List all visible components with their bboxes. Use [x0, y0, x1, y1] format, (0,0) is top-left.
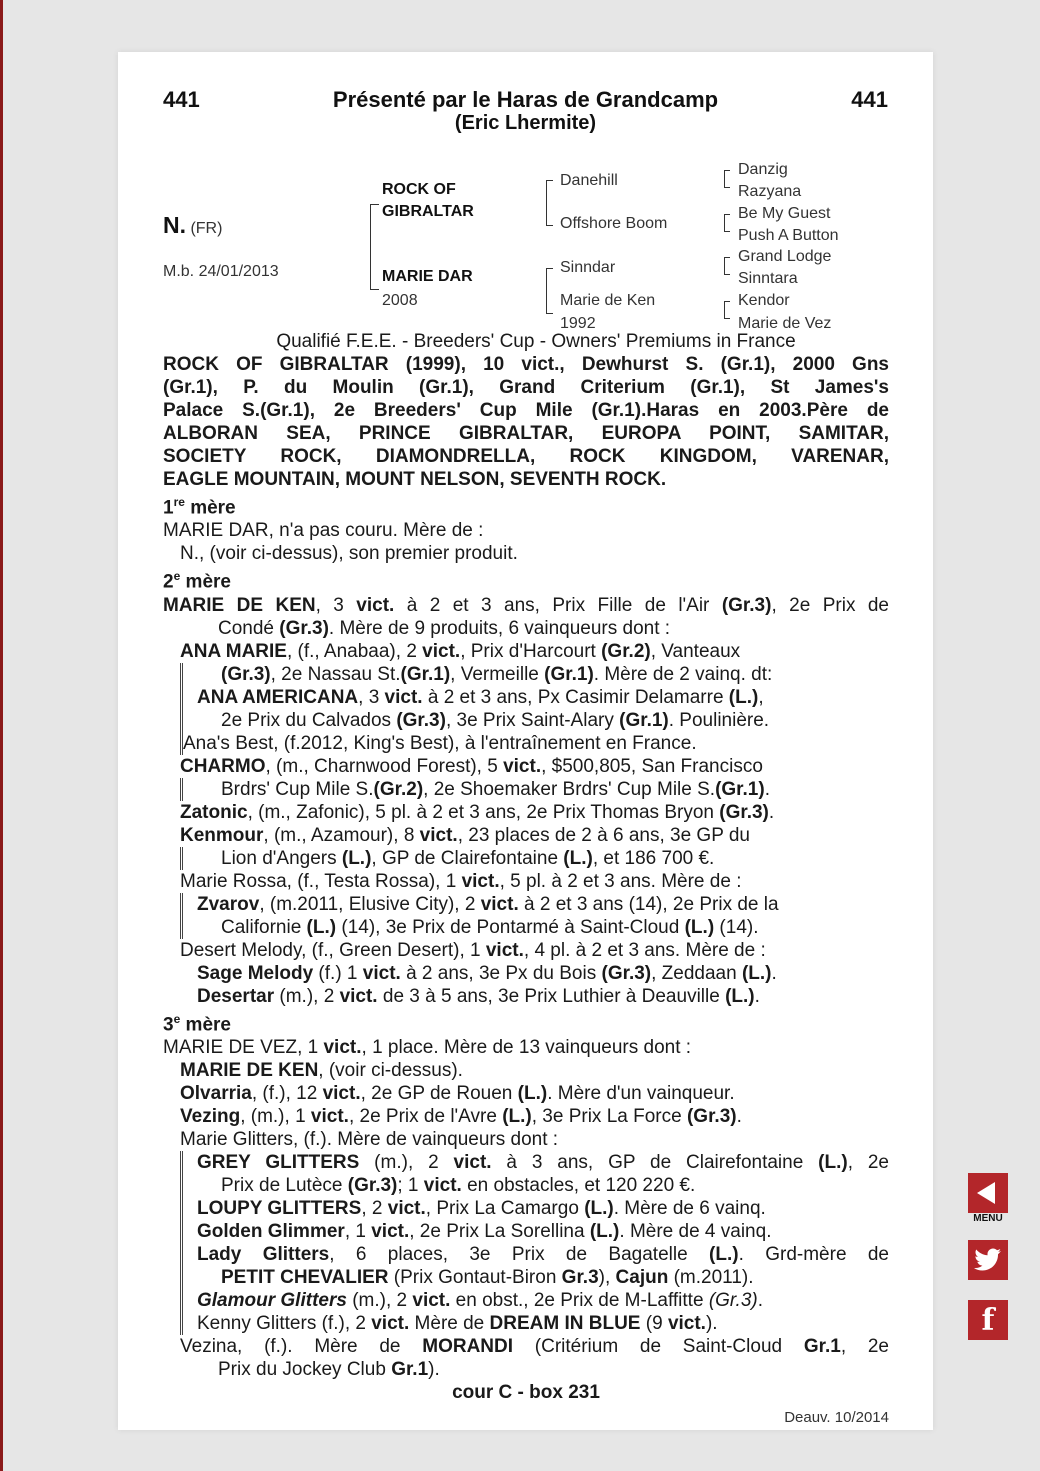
- page-title: Présenté par le Haras de Grandcamp: [332, 87, 719, 112]
- horse-info: M.b. 24/01/2013: [163, 263, 279, 280]
- produce-entry-vezing: Vezing, (m.), 1 vict., 2e Prix de l'Avre (L.), 3e Prix La Force (Gr.3).: [180, 1105, 742, 1127]
- dam-dam: Marie de Ken: [560, 292, 656, 309]
- produce-entry-marie-rossa: Marie Rossa, (f., Testa Rossa), 1 vict., 5 pl. à 2 et 3 ans. Mère de :: [180, 870, 742, 892]
- produce-entry-glamour-glitters: Glamour Glitters (m.), 2 vict. en obst., 2e Prix de M-Laffitte (Gr.3).: [197, 1289, 763, 1311]
- page-subtitle: (Eric Lhermite): [454, 112, 597, 134]
- sire-text-line: ALBORAN SEA, PRINCE GIBRALTAR, EUROPA POINT, SAMITAR,: [163, 423, 889, 444]
- ancestor-6: Sinntara: [738, 270, 798, 287]
- heading-num: 1: [163, 497, 174, 519]
- produce-entry-golden-glimmer: Golden Glimmer, 1 vict., 2e Prix La Sorellina (L.). Mère de 4 vainq.: [197, 1220, 772, 1242]
- sire-paragraph: [163, 353, 889, 491]
- lot-number-left: 441: [163, 87, 200, 112]
- dam-name: MARIE DAR: [382, 268, 473, 285]
- produce-entry-zvarov: Zvarov, (m.2011, Elusive City), 2 vict. à 2 et 3 ans (14), 2e Prix de la: [197, 893, 779, 915]
- produce-entry-ana-marie-cont: (Gr.3), 2e Nassau St.(Gr.1), Vermeille (Gr.1). Mère de 2 vainq. dt:: [221, 663, 773, 685]
- ancestor-2: Razyana: [738, 183, 802, 200]
- produce-entry-anas-best: Ana's Best, (f.2012, King's Best), à l'entraînement en France.: [183, 732, 697, 754]
- heading-word: mère: [185, 571, 231, 593]
- heading-num: 2: [163, 571, 174, 593]
- produce-entry-ana-marie: ANA MARIE, (f., Anabaa), 2 vict., Prix d'Harcourt (Gr.2), Vanteaux: [180, 640, 741, 662]
- marie-glitters-group: [180, 1151, 889, 1335]
- heading-word: mère: [190, 497, 236, 519]
- produce-entry-vezina-cont: Prix du Jockey Club Gr.1).: [218, 1358, 440, 1380]
- produce-entry-kenny-glitters: Kenny Glitters (f.), 2 vict. Mère de DREAM IN BLUE (9 vict.).: [197, 1312, 718, 1334]
- sire-dam: Offshore Boom: [560, 215, 668, 232]
- marie-rossa-group: [180, 893, 889, 939]
- pedigree-bracket-dam: [546, 268, 553, 314]
- ancestor-7: Kendor: [738, 292, 790, 309]
- ana-marie-family-group: [180, 663, 889, 755]
- twitter-bird-icon: [968, 1240, 1008, 1280]
- produce-entry-charmo-cont: Brdrs' Cup Mile S.(Gr.2), 2e Shoemaker Brdrs' Cup Mile S.(Gr.1).: [221, 778, 770, 800]
- produce-entry-grey-glitters-cont: Prix de Lutèce (Gr.3); 1 vict. en obstacles, et 120 220 €.: [221, 1174, 696, 1196]
- produce-entry-vezina: Vezina, (f.). Mère de MORANDI (Critérium de Saint-Cloud Gr.1, 2e: [180, 1335, 889, 1357]
- facebook-f-icon: f: [968, 1300, 1008, 1340]
- lot-number-right: 441: [851, 87, 888, 112]
- heading-sup: e: [173, 1011, 181, 1026]
- pedigree-bracket-g3c: [724, 257, 730, 275]
- menu-label: MENU: [973, 1213, 1003, 1224]
- catalog-footer: Deauv. 10/2014: [784, 1408, 889, 1426]
- sire-name-line2: GIBRALTAR: [382, 203, 474, 220]
- sire-name-line1: ROCK OF: [382, 181, 456, 198]
- horse-name: N.: [163, 212, 186, 238]
- produce-entry-zatonic: Zatonic, (m., Zafonic), 5 pl. à 2 et 3 ans, 2e Prix Thomas Bryon (Gr.3).: [180, 801, 775, 823]
- dam-sire: Sinndar: [560, 259, 616, 276]
- second-dam-line: MARIE DE KEN, 3 vict. à 2 et 3 ans, Prix Fille de l'Air (Gr.3), 2e Prix de: [163, 594, 890, 616]
- pedigree-bracket-g3b: [724, 214, 730, 232]
- sire-sire: Danehill: [560, 172, 618, 189]
- produce-entry-kenmour: Kenmour, (m., Azamour), 8 vict., 23 places de 2 à 6 ans, 3e GP du: [180, 824, 750, 846]
- produce-entry-marie-glitters: Marie Glitters, (f.). Mère de vainqueurs dont :: [180, 1128, 559, 1150]
- ancestor-8: Marie de Vez: [738, 315, 832, 332]
- third-dam-line: MARIE DE VEZ, 1 vict., 1 place. Mère de 13 vainqueurs dont :: [163, 1036, 692, 1058]
- produce-entry-grey-glitters: GREY GLITTERS (m.), 2 vict. à 3 ans, GP de Clairefontaine (L.), 2e: [197, 1151, 889, 1173]
- first-dam-line: MARIE DAR, n'a pas couru. Mère de :: [163, 520, 484, 542]
- first-dam-heading: [163, 491, 889, 519]
- produce-entry-ana-americana-cont: 2e Prix du Calvados (Gr.3), 3e Prix Saint-Alary (Gr.1). Poulinière.: [221, 709, 770, 731]
- second-dam-line-cont: Condé (Gr.3). Mère de 9 produits, 6 vainqueurs dont :: [218, 617, 671, 639]
- twitter-share-button[interactable]: [968, 1240, 1008, 1280]
- left-border-rule: [0, 0, 3, 1471]
- produce-entry-olvarria: Olvarria, (f.), 12 vict., 2e GP de Rouen (L.). Mère d'un vainqueur.: [180, 1082, 735, 1104]
- pedigree-bracket-gen1: [370, 204, 379, 290]
- pedigree-bracket-g3d: [724, 301, 730, 319]
- charmo-group: [180, 778, 889, 801]
- produce-entry-charmo: CHARMO, (m., Charnwood Forest), 5 vict., $500,805, San Francisco: [180, 755, 763, 777]
- horse-country: (FR): [190, 220, 223, 237]
- produce-entry-ana-americana: ANA AMERICANA, 3 vict. à 2 et 3 ans, Px Casimir Delamarre (L.),: [197, 686, 764, 708]
- sire-text-line: Palace S.(Gr.1), 2e Breeders' Cup Mile (Gr.1).Haras en 2003.Père de: [163, 400, 889, 421]
- heading-sup: re: [173, 495, 185, 509]
- catalog-page: [118, 52, 933, 1430]
- pedigree-bracket-sire: [546, 180, 553, 226]
- facebook-share-button[interactable]: [968, 1300, 1008, 1340]
- dam-name: MARIE DE KEN: [163, 594, 316, 616]
- produce-entry-kenmour-cont: Lion d'Angers (L.), GP de Clairefontaine (L.), et 186 700 €.: [221, 847, 715, 869]
- sire-text-line: ROCK OF GIBRALTAR (1999), 10 vict., Dewhurst S. (Gr.1), 2000 Gns: [163, 354, 889, 375]
- sire-text-line: EAGLE MOUNTAIN, MOUNT NELSON, SEVENTH ROCK.: [163, 469, 667, 490]
- produce-entry-zvarov-cont: Californie (L.) (14), 3e Prix de Pontarmé à Saint-Cloud (L.) (14).: [221, 916, 759, 938]
- kenmour-group: [180, 847, 889, 870]
- stable-location: cour C - box 231: [452, 1381, 600, 1403]
- dam-dam-year: 1992: [560, 315, 596, 332]
- sire-text-line: SOCIETY ROCK, DIAMONDRELLA, ROCK KINGDOM, VARENAR,: [163, 446, 889, 467]
- produce-entry-desertar: Desertar (m.), 2 vict. de 3 à 5 ans, 3e Prix Luthier à Deauville (L.).: [197, 985, 760, 1007]
- heading-sup: e: [173, 569, 181, 584]
- produce-entry-lady-glitters: Lady Glitters, 6 places, 3e Prix de Bagatelle (L.). Grd-mère de: [197, 1243, 889, 1265]
- qualification-line: Qualifié F.E.E. - Breeders' Cup - Owners' Premiums in France: [276, 331, 796, 352]
- triangle-left-icon: [968, 1173, 1008, 1213]
- menu-button[interactable]: [968, 1173, 1008, 1225]
- third-dam-heading: [163, 1008, 889, 1036]
- heading-word: mère: [185, 1013, 231, 1035]
- produce-entry-desert-melody: Desert Melody, (f., Green Desert), 1 vict., 4 pl. à 2 et 3 ans. Mère de :: [180, 939, 766, 961]
- produce-entry-sage-melody: Sage Melody (f.) 1 vict. à 2 ans, 3e Px du Bois (Gr.3), Zeddaan (L.).: [197, 962, 777, 984]
- sire-text-line: (Gr.1), P. du Moulin (Gr.1), Grand Criterium (Gr.1), St James's: [163, 377, 889, 398]
- horse-name-line: [163, 212, 222, 239]
- ancestor-5: Grand Lodge: [738, 248, 832, 265]
- heading-num: 3: [163, 1013, 174, 1035]
- second-dam-heading: [163, 565, 889, 593]
- catalog-body: [163, 330, 889, 1429]
- produce-entry-lady-glitters-cont: PETIT CHEVALIER (Prix Gontaut-Biron Gr.3), Cajun (m.2011).: [221, 1266, 754, 1288]
- ancestor-4: Push A Button: [738, 227, 839, 244]
- produce-entry-marie-de-ken: MARIE DE KEN, (voir ci-dessus).: [180, 1059, 463, 1081]
- first-dam-produce: N., (voir ci-dessus), son premier produit.: [180, 543, 518, 565]
- produce-entry-loupy-glitters: LOUPY GLITTERS, 2 vict., Prix La Camargo (L.). Mère de 6 vainq.: [197, 1197, 766, 1219]
- pedigree-bracket-g3a: [724, 170, 730, 188]
- ancestor-3: Be My Guest: [738, 205, 831, 222]
- dam-year: 2008: [382, 292, 418, 309]
- ancestor-1: Danzig: [738, 161, 788, 178]
